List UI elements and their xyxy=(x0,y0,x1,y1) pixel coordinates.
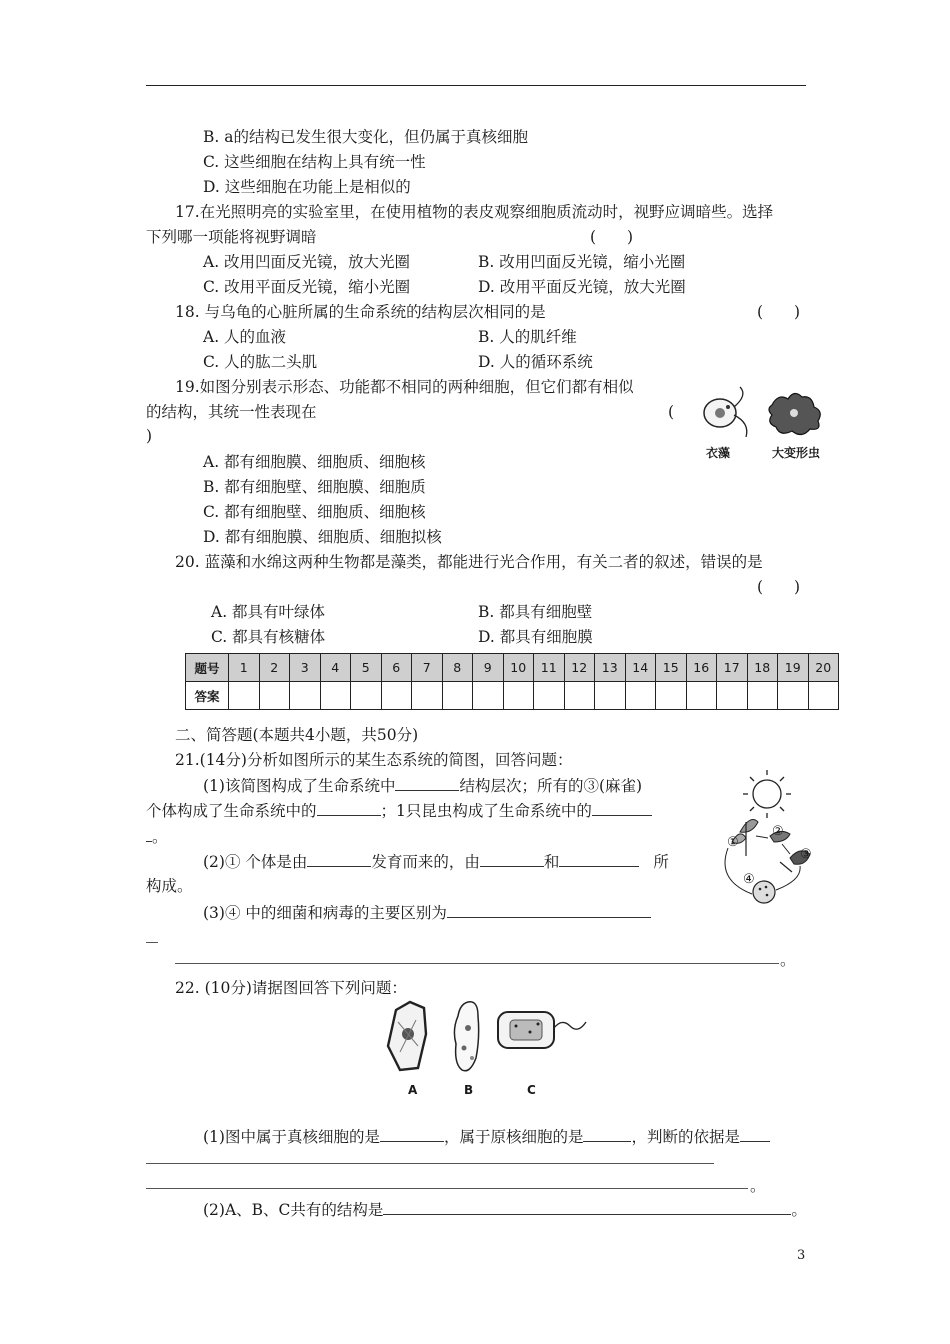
q20-option-a: A. 都具有叶绿体 xyxy=(211,603,326,621)
question-number-cell: 9 xyxy=(473,654,504,682)
answer-cell[interactable] xyxy=(259,682,290,710)
q17-stem-line2: 下列哪一项能将视野调暗 xyxy=(146,228,317,246)
q21-p2a: (2)① 个体是由 xyxy=(203,853,308,871)
q21-p2b: 发育而来的，由 xyxy=(371,853,480,871)
q21-blank-population[interactable] xyxy=(317,800,381,816)
q17-stem-line1: 17.在光照明亮的实验室里，在使用植物的表皮观察细胞质流动时，视野应调暗些。选择 xyxy=(175,203,774,221)
question-number-cell: 16 xyxy=(686,654,717,682)
q18-option-b: B. 人的肌纤维 xyxy=(478,328,577,346)
q22-part1-line1 xyxy=(203,1126,770,1147)
question-number-cell: 3 xyxy=(290,654,321,682)
q19-fig-label-chlamydomonas: 衣藻 xyxy=(706,446,731,460)
q21-part1-line3 xyxy=(146,826,168,847)
answer-cell[interactable] xyxy=(412,682,443,710)
q22-p2-end: 。 xyxy=(791,1201,807,1219)
answer-table xyxy=(185,653,839,710)
q21-p1c: 个体构成了生命系统中的 xyxy=(146,802,317,820)
question-number-cell: 4 xyxy=(320,654,351,682)
q22-blank-common-structure[interactable] xyxy=(383,1199,791,1215)
q20-option-d: D. 都具有细胞膜 xyxy=(478,628,593,646)
answer-table-answer-row xyxy=(186,682,839,710)
q22-cells-figure xyxy=(382,998,602,1078)
q22-p1a: (1)图中属于真核细胞的是 xyxy=(203,1128,380,1146)
q17-option-a: A. 改用凹面反光镜，放大光圈 xyxy=(203,253,411,271)
question-number-cell: 18 xyxy=(747,654,778,682)
question-number-cell: 6 xyxy=(381,654,412,682)
question-number-cell: 12 xyxy=(564,654,595,682)
q19-paren-close: ) xyxy=(146,427,153,445)
q18-stem: 18. 与乌龟的心脏所属的生命系统的结构层次相同的是 xyxy=(175,303,546,321)
q18-option-c: C. 人的肱二头肌 xyxy=(203,353,318,371)
q21-p3a: (3)④ 中的细菌和病毒的主要区别为 xyxy=(203,904,447,922)
sun-icon xyxy=(743,770,791,818)
q21-part1-line1 xyxy=(203,775,642,796)
q21-p1e: 。 xyxy=(152,828,168,846)
q17-option-d: D. 改用平面反光镜，放大光圈 xyxy=(478,278,686,296)
q17-answer-paren: ( ) xyxy=(590,228,634,246)
answer-cell[interactable] xyxy=(778,682,809,710)
q22-label-c: C xyxy=(527,1083,536,1097)
q21-fig-num1: ① xyxy=(727,835,739,850)
q22-label-b: B xyxy=(464,1083,474,1097)
plant-cell-icon xyxy=(388,1002,426,1070)
q20-stem: 20. 蓝藻和水绵这两种生物都是藻类，都能进行光合作用，有关二者的叙述，错误的是 xyxy=(175,553,763,571)
q22-blank-basis-line3[interactable] xyxy=(146,1188,748,1189)
q19-option-b: B. 都有细胞壁、细胞膜、细胞质 xyxy=(203,478,426,496)
q21-p3-end: 。 xyxy=(780,951,796,969)
question-number-cell: 13 xyxy=(595,654,626,682)
q22-p1-end: 。 xyxy=(750,1177,766,1195)
answer-cell[interactable] xyxy=(381,682,412,710)
answer-cell[interactable] xyxy=(503,682,534,710)
question-number-cell: 5 xyxy=(351,654,382,682)
q22-blank-basis-line2[interactable] xyxy=(146,1163,714,1164)
q20-option-b: B. 都具有细胞壁 xyxy=(478,603,593,621)
question-number-cell: 1 xyxy=(229,654,260,682)
paramecium-cell-icon xyxy=(454,1002,478,1071)
q17-option-c: C. 改用平面反光镜，缩小光圈 xyxy=(203,278,411,296)
answer-cell[interactable] xyxy=(808,682,839,710)
q22-blank-prokaryote[interactable] xyxy=(583,1126,631,1142)
q19-option-c: C. 都有细胞壁、细胞质、细胞核 xyxy=(203,503,426,521)
question-number-cell: 8 xyxy=(442,654,473,682)
answer-table-number-row xyxy=(186,654,839,682)
q17-option-b: B. 改用凹面反光镜，缩小光圈 xyxy=(478,253,686,271)
q19-stem-line2: 的结构，其统一性表现在 xyxy=(146,403,317,421)
answer-cell[interactable] xyxy=(564,682,595,710)
q21-stem: 21.(14分)分析如图所示的某生态系统的简图，回答问题： xyxy=(175,751,573,769)
answer-cell[interactable] xyxy=(747,682,778,710)
q19-option-a: A. 都有细胞膜、细胞质、细胞核 xyxy=(203,453,426,471)
answer-table-answer-label: 答案 xyxy=(186,682,229,710)
q20-option-c: C. 都具有核糖体 xyxy=(211,628,326,646)
question-number-cell: 10 xyxy=(503,654,534,682)
q22-label-a: A xyxy=(408,1083,418,1097)
q22-p1b: ，属于原核细胞的是 xyxy=(443,1128,584,1146)
question-number-cell: 15 xyxy=(656,654,687,682)
q19-fig-label-amoeba: 大变形虫 xyxy=(772,446,821,460)
q21-blank-tissue1[interactable] xyxy=(480,851,544,867)
q21-fig-num2: ② xyxy=(772,824,784,839)
q21-blank-tissue2[interactable] xyxy=(559,851,639,867)
answer-cell[interactable] xyxy=(595,682,626,710)
answer-cell[interactable] xyxy=(625,682,656,710)
answer-cell[interactable] xyxy=(686,682,717,710)
answer-table-number-label: 题号 xyxy=(186,654,229,682)
q22-stem: 22. (10分)请据图回答下列问题： xyxy=(175,979,407,997)
q18-answer-paren: ( ) xyxy=(757,303,801,321)
q22-p1c: ，判断的依据是 xyxy=(631,1128,740,1146)
question-number-cell: 7 xyxy=(412,654,443,682)
question-number-cell: 2 xyxy=(259,654,290,682)
answer-cell[interactable] xyxy=(473,682,504,710)
q21-fig-num3: ③ xyxy=(800,847,812,862)
header-rule xyxy=(146,85,806,86)
question-number-cell: 11 xyxy=(534,654,565,682)
answer-cell[interactable] xyxy=(290,682,321,710)
question-number-cell: 17 xyxy=(717,654,748,682)
q21-blank-level[interactable] xyxy=(395,775,459,791)
q21-part2-line1 xyxy=(203,851,669,872)
q21-blank-origin[interactable] xyxy=(307,851,371,867)
q21-part1-line2 xyxy=(146,800,652,821)
q22-blank-eukaryote[interactable] xyxy=(380,1126,444,1142)
answer-cell[interactable] xyxy=(534,682,565,710)
q19-stem-line1: 19.如图分别表示形态、功能都不相同的两种细胞，但它们都有相似 xyxy=(175,378,634,396)
q21-blank-difference[interactable] xyxy=(447,902,651,918)
q19-option-d: D. 都有细胞膜、细胞质、细胞拟核 xyxy=(203,528,442,546)
q21-blank-difference-line2[interactable] xyxy=(175,963,779,964)
q18-option-a: A. 人的血液 xyxy=(203,328,287,346)
q16-option-c: C. 这些细胞在结构上具有统一性 xyxy=(203,153,426,171)
page-number: 3 xyxy=(797,1248,806,1263)
answer-cell[interactable] xyxy=(656,682,687,710)
q21-p1b: 结构层次；所有的③(麻雀) xyxy=(459,777,643,795)
q21-p1d: ；1只昆虫构成了生命系统中的 xyxy=(380,802,592,820)
answer-cell[interactable] xyxy=(320,682,351,710)
q22-p2a: (2)A、B、C共有的结构是 xyxy=(203,1201,384,1219)
q16-option-b: B. a的结构已发生很大变化，但仍属于真核细胞 xyxy=(203,128,528,146)
q19-paren-open: ( xyxy=(668,403,675,421)
q18-option-d: D. 人的循环系统 xyxy=(478,353,593,371)
question-number-cell: 19 xyxy=(778,654,809,682)
q20-answer-paren: ( ) xyxy=(757,578,801,596)
q21-blank-individual[interactable] xyxy=(592,800,652,816)
answer-cell[interactable] xyxy=(351,682,382,710)
bacterium-cell-icon xyxy=(498,1012,586,1048)
q16-option-d: D. 这些细胞在功能上是相似的 xyxy=(203,178,411,196)
q21-p1a: (1)该简图构成了生命系统中 xyxy=(203,777,396,795)
section2-heading: 二、简答题(本题共4小题，共50分) xyxy=(175,726,419,744)
q21-part3-line1 xyxy=(203,902,651,923)
q21-p2d: 所 xyxy=(653,853,669,871)
q22-blank-basis[interactable] xyxy=(740,1126,770,1142)
q21-p2c: 和 xyxy=(543,853,560,871)
q22-part2-line1 xyxy=(203,1199,807,1220)
q19-cells-figure xyxy=(690,385,840,445)
q21-p2e: 构成。 xyxy=(146,877,193,895)
question-number-cell: 14 xyxy=(625,654,656,682)
answer-cell[interactable] xyxy=(229,682,260,710)
q21-fig-num4: ④ xyxy=(743,872,755,887)
answer-cell[interactable] xyxy=(717,682,748,710)
question-number-cell: 20 xyxy=(808,654,839,682)
answer-cell[interactable] xyxy=(442,682,473,710)
q21-blank-difference-cont[interactable] xyxy=(146,942,158,943)
